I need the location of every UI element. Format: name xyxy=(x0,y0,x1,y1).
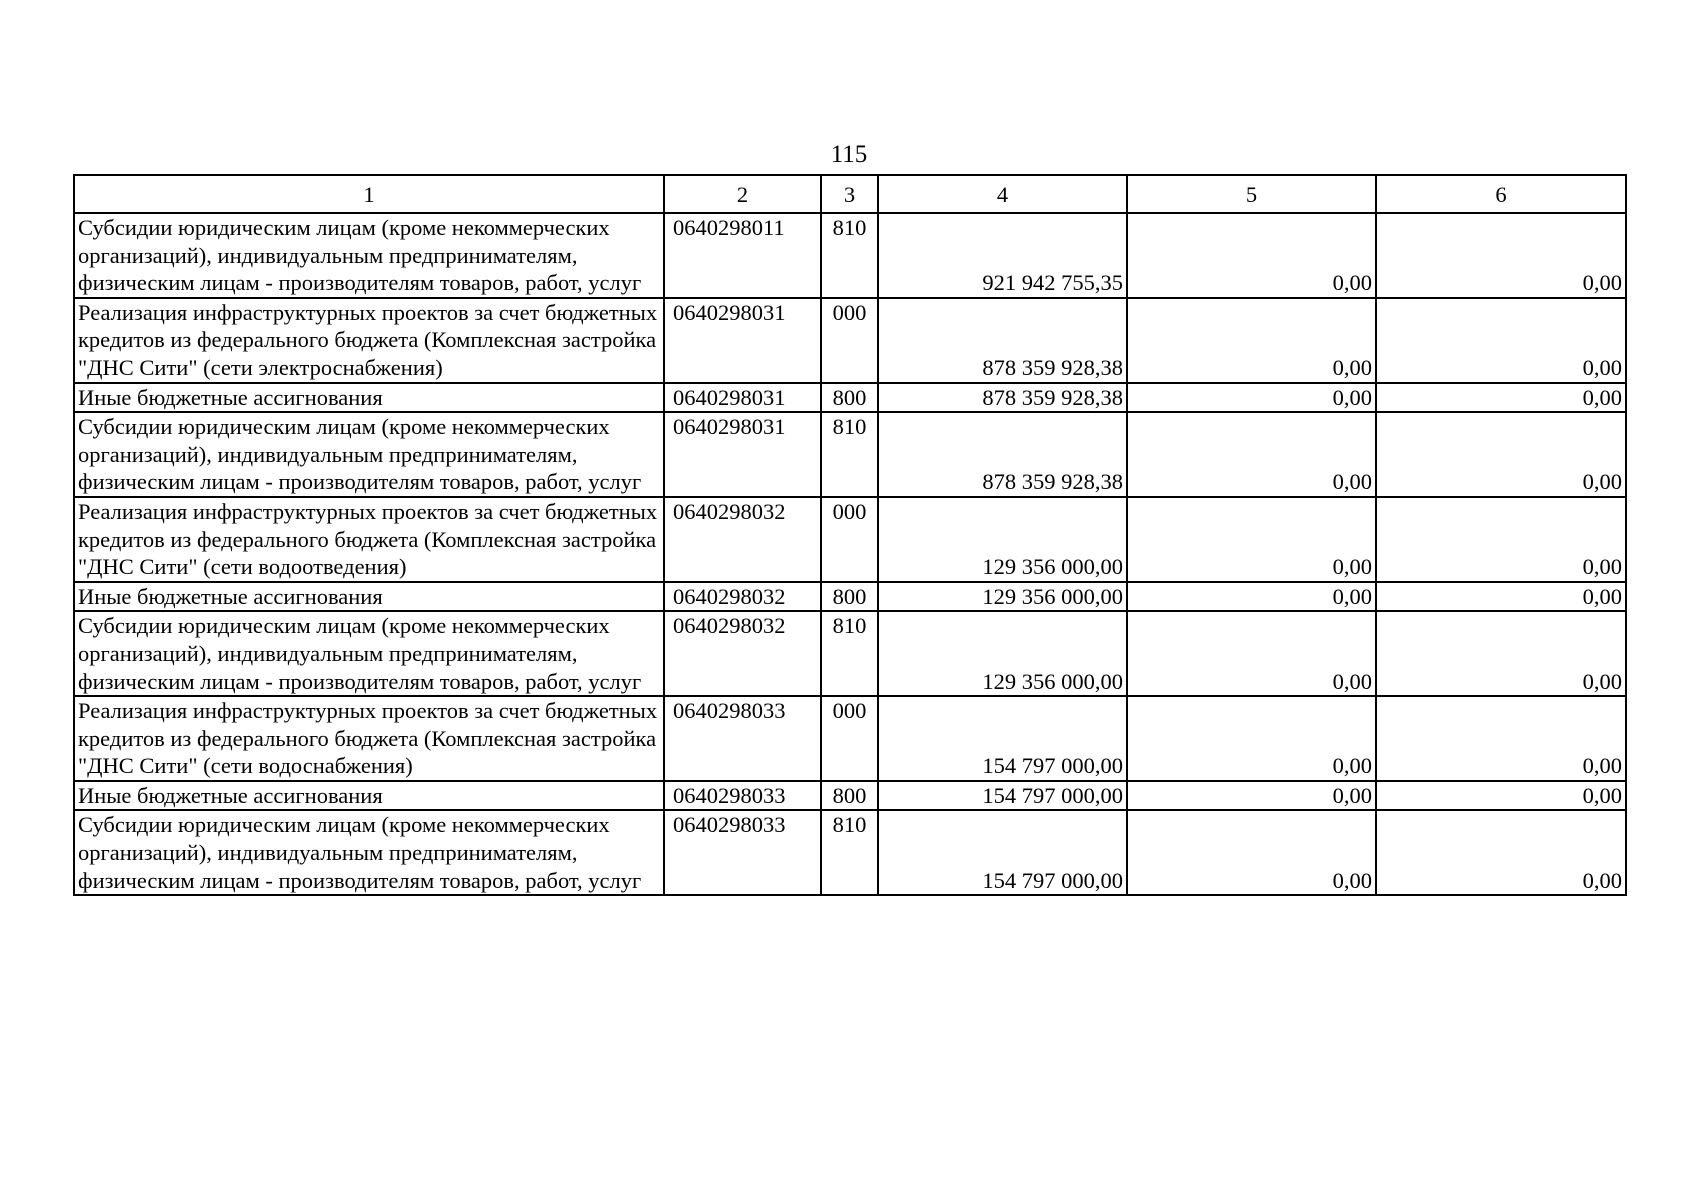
row-amount-col4: 154 797 000,00 xyxy=(878,696,1127,781)
row-amount-col4: 154 797 000,00 xyxy=(878,781,1127,811)
row-amount-col4: 878 359 928,38 xyxy=(878,383,1127,413)
row-amount-col4: 129 356 000,00 xyxy=(878,497,1127,582)
row-amount-col6: 0,00 xyxy=(1376,298,1626,383)
row-name: Реализация инфраструктурных проектов за счет бюджетных кредитов из федерального бюджета (Комплексная застройка "ДНС Сити" (сети электроснабжения) xyxy=(74,298,664,383)
budget-table xyxy=(73,174,1627,896)
row-code: 0640298033 xyxy=(664,696,821,781)
row-expense-type: 000 xyxy=(821,298,878,383)
table-row xyxy=(74,810,1626,895)
row-expense-type: 000 xyxy=(821,696,878,781)
row-expense-type: 800 xyxy=(821,582,878,612)
table-row xyxy=(74,383,1626,413)
header-col-2: 2 xyxy=(664,175,821,213)
row-amount-col5: 0,00 xyxy=(1127,298,1376,383)
row-amount-col6: 0,00 xyxy=(1376,696,1626,781)
row-name: Иные бюджетные ассигнования xyxy=(74,582,664,612)
table-row xyxy=(74,497,1626,582)
table-row xyxy=(74,298,1626,383)
row-amount-col4: 154 797 000,00 xyxy=(878,810,1127,895)
row-amount-col5: 0,00 xyxy=(1127,497,1376,582)
row-amount-col4: 878 359 928,38 xyxy=(878,412,1127,497)
row-amount-col6: 0,00 xyxy=(1376,781,1626,811)
row-name: Субсидии юридическим лицам (кроме некоммерческих организаций), индивидуальным предпринимателям, физическим лицам - производителям товаров, работ, услуг xyxy=(74,412,664,497)
row-name: Иные бюджетные ассигнования xyxy=(74,781,664,811)
row-amount-col6: 0,00 xyxy=(1376,810,1626,895)
row-amount-col4: 878 359 928,38 xyxy=(878,298,1127,383)
row-code: 0640298033 xyxy=(664,810,821,895)
row-expense-type: 810 xyxy=(821,412,878,497)
row-amount-col5: 0,00 xyxy=(1127,582,1376,612)
header-col-5: 5 xyxy=(1127,175,1376,213)
row-amount-col4: 129 356 000,00 xyxy=(878,582,1127,612)
row-amount-col5: 0,00 xyxy=(1127,383,1376,413)
row-code: 0640298031 xyxy=(664,383,821,413)
row-code: 0640298032 xyxy=(664,497,821,582)
header-col-6: 6 xyxy=(1376,175,1626,213)
table-row xyxy=(74,412,1626,497)
table-body xyxy=(74,213,1626,895)
row-expense-type: 000 xyxy=(821,497,878,582)
row-amount-col4: 921 942 755,35 xyxy=(878,213,1127,298)
row-expense-type: 800 xyxy=(821,383,878,413)
row-amount-col6: 0,00 xyxy=(1376,383,1626,413)
row-amount-col6: 0,00 xyxy=(1376,412,1626,497)
page-number: 115 xyxy=(830,141,868,168)
table-row xyxy=(74,582,1626,612)
row-code: 0640298033 xyxy=(664,781,821,811)
row-code: 0640298031 xyxy=(664,412,821,497)
row-name: Субсидии юридическим лицам (кроме некоммерческих организаций), индивидуальным предпринимателям, физическим лицам - производителям товаров, работ, услуг xyxy=(74,810,664,895)
row-amount-col6: 0,00 xyxy=(1376,213,1626,298)
row-amount-col4: 129 356 000,00 xyxy=(878,611,1127,696)
row-amount-col5: 0,00 xyxy=(1127,611,1376,696)
row-amount-col5: 0,00 xyxy=(1127,781,1376,811)
row-name: Субсидии юридическим лицам (кроме некоммерческих организаций), индивидуальным предпринимателям, физическим лицам - производителям товаров, работ, услуг xyxy=(74,213,664,298)
header-col-1: 1 xyxy=(74,175,664,213)
row-name: Иные бюджетные ассигнования xyxy=(74,383,664,413)
row-code: 0640298032 xyxy=(664,582,821,612)
row-expense-type: 810 xyxy=(821,611,878,696)
row-expense-type: 810 xyxy=(821,810,878,895)
table-header xyxy=(74,175,1626,213)
row-expense-type: 800 xyxy=(821,781,878,811)
row-amount-col5: 0,00 xyxy=(1127,696,1376,781)
row-amount-col6: 0,00 xyxy=(1376,582,1626,612)
header-col-4: 4 xyxy=(878,175,1127,213)
row-expense-type: 810 xyxy=(821,213,878,298)
table-row xyxy=(74,696,1626,781)
table-row xyxy=(74,213,1626,298)
table-row xyxy=(74,781,1626,811)
row-code: 0640298031 xyxy=(664,298,821,383)
row-amount-col6: 0,00 xyxy=(1376,611,1626,696)
row-name: Реализация инфраструктурных проектов за счет бюджетных кредитов из федерального бюджета (Комплексная застройка "ДНС Сити" (сети водоснабжения) xyxy=(74,696,664,781)
table-row xyxy=(74,611,1626,696)
row-name: Реализация инфраструктурных проектов за счет бюджетных кредитов из федерального бюджета (Комплексная застройка "ДНС Сити" (сети водоотведения) xyxy=(74,497,664,582)
row-amount-col5: 0,00 xyxy=(1127,810,1376,895)
row-amount-col5: 0,00 xyxy=(1127,412,1376,497)
header-row xyxy=(74,175,1626,213)
row-code: 0640298032 xyxy=(664,611,821,696)
row-amount-col6: 0,00 xyxy=(1376,497,1626,582)
row-code: 0640298011 xyxy=(664,213,821,298)
row-amount-col5: 0,00 xyxy=(1127,213,1376,298)
header-col-3: 3 xyxy=(821,175,878,213)
row-name: Субсидии юридическим лицам (кроме некоммерческих организаций), индивидуальным предпринимателям, физическим лицам - производителям товаров, работ, услуг xyxy=(74,611,664,696)
